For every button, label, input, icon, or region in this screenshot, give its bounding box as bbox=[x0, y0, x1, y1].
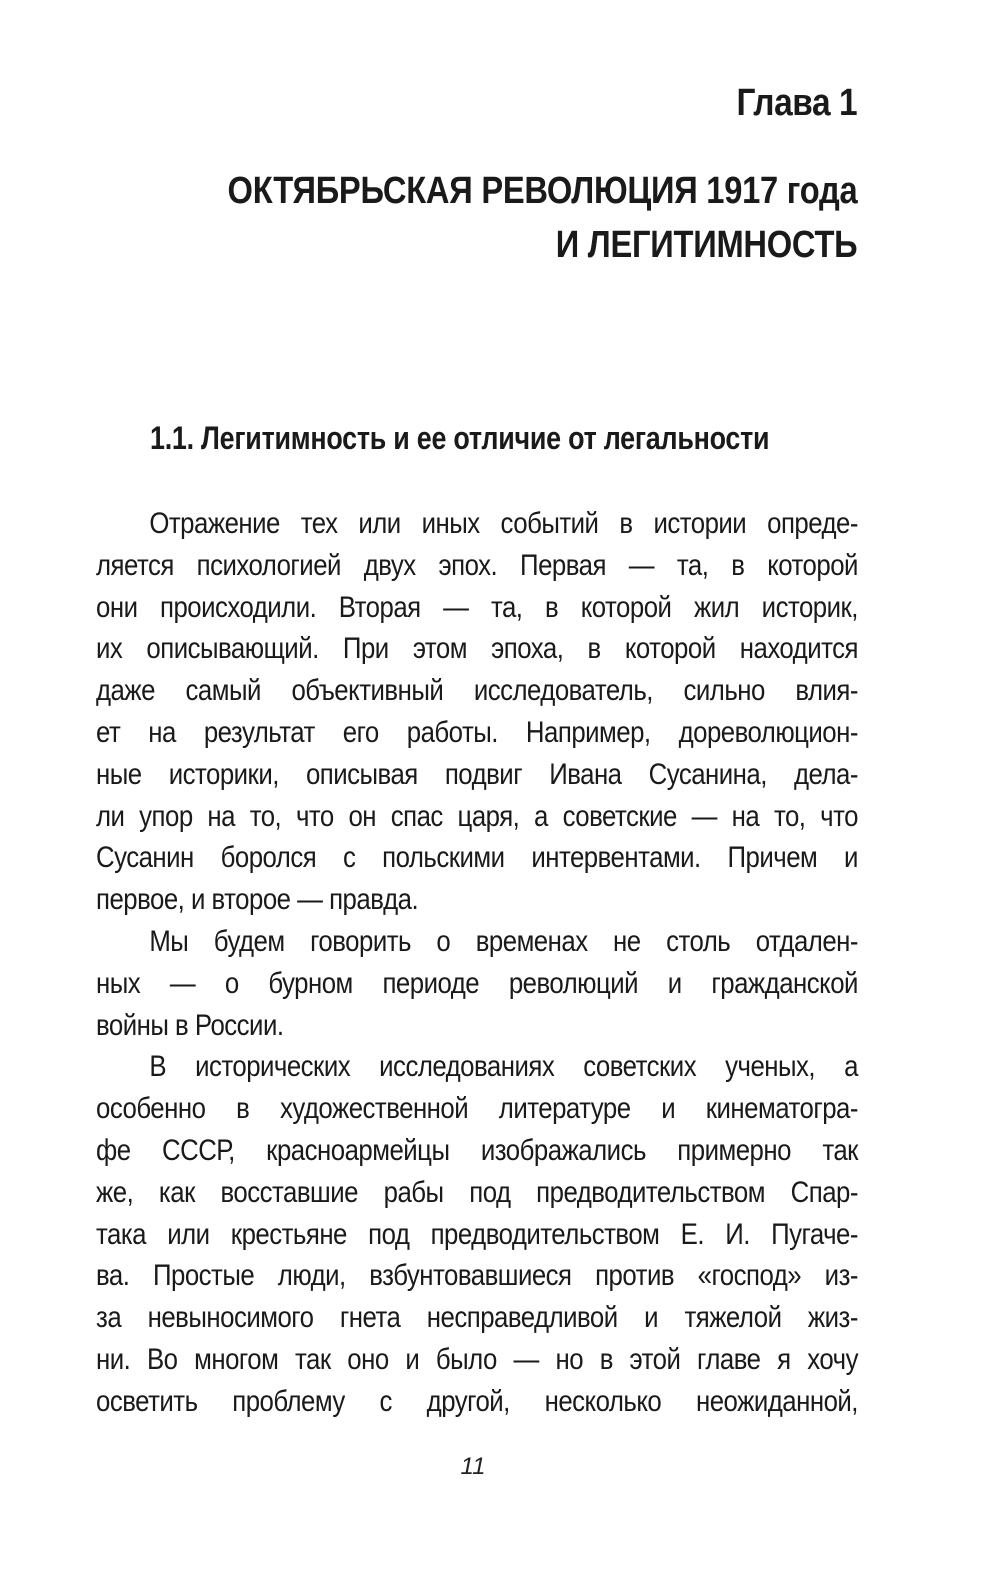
text-line: ных — о бурном периоде революций и гражданской bbox=[96, 966, 858, 1000]
text-line: особенно в художественной литературе и кинематогра- bbox=[96, 1092, 858, 1126]
text-line: ные историки, описывая подвиг Ивана Сусанина, дела- bbox=[96, 757, 858, 791]
text-line: осветить проблему с другой, несколько неожиданной, bbox=[96, 1384, 858, 1418]
page-number: 11 bbox=[460, 1453, 486, 1480]
text-line: Мы будем говорить о временах не столь отдален- bbox=[149, 924, 858, 958]
text-line: первое, и второе — правда. bbox=[96, 883, 419, 917]
chapter-title-line: ОКТЯБРЬСКАЯ РЕВОЛЮЦИЯ 1917 года bbox=[227, 170, 857, 212]
text-line: же, как восставшие рабы под предводительством Спар- bbox=[96, 1175, 858, 1209]
text-line: войны в России. bbox=[96, 1008, 284, 1042]
text-line: они происходили. Вторая — та, в которой жил историк, bbox=[96, 590, 858, 624]
chapter-label: Глава 1 bbox=[736, 82, 857, 124]
text-line: их описывающий. При этом эпоха, в которой находится bbox=[96, 632, 858, 666]
text-line: така или крестьяне под предводительством Е. И. Пугаче- bbox=[96, 1217, 858, 1251]
text-line: В исторических исследованиях советских ученых, а bbox=[149, 1050, 858, 1084]
text-line: Сусанин боролся с польскими интервентами. Причем и bbox=[96, 841, 858, 875]
chapter-title bbox=[227, 164, 857, 272]
text-line: ли упор на то, что он спас царя, а советские — на то, что bbox=[96, 799, 858, 833]
text-line: ляется психологией двух эпох. Первая — та, в которой bbox=[96, 548, 858, 582]
text-line: ет на результат его работы. Например, дореволюцион- bbox=[96, 715, 858, 749]
text-line: ва. Простые люди, взбунтовавшиеся против «господ» из- bbox=[96, 1259, 858, 1293]
text-line: за невыносимого гнета несправедливой и тяжелой жиз- bbox=[96, 1301, 858, 1335]
text-line: Отражение тех или иных событий в истории опреде- bbox=[149, 507, 858, 540]
text-line: ни. Во многом так оно и было — но в этой главе я хочу bbox=[96, 1342, 858, 1376]
text-line: фе СССР, красноармейцы изображались примерно так bbox=[96, 1133, 858, 1167]
body-text bbox=[96, 503, 858, 1423]
section-heading: 1.1. Легитимность и ее отличие от легальности bbox=[150, 420, 770, 456]
text-line: даже самый объективный исследователь, сильно влия- bbox=[96, 674, 858, 708]
chapter-title-line: И ЛЕГИТИМНОСТЬ bbox=[555, 224, 857, 266]
